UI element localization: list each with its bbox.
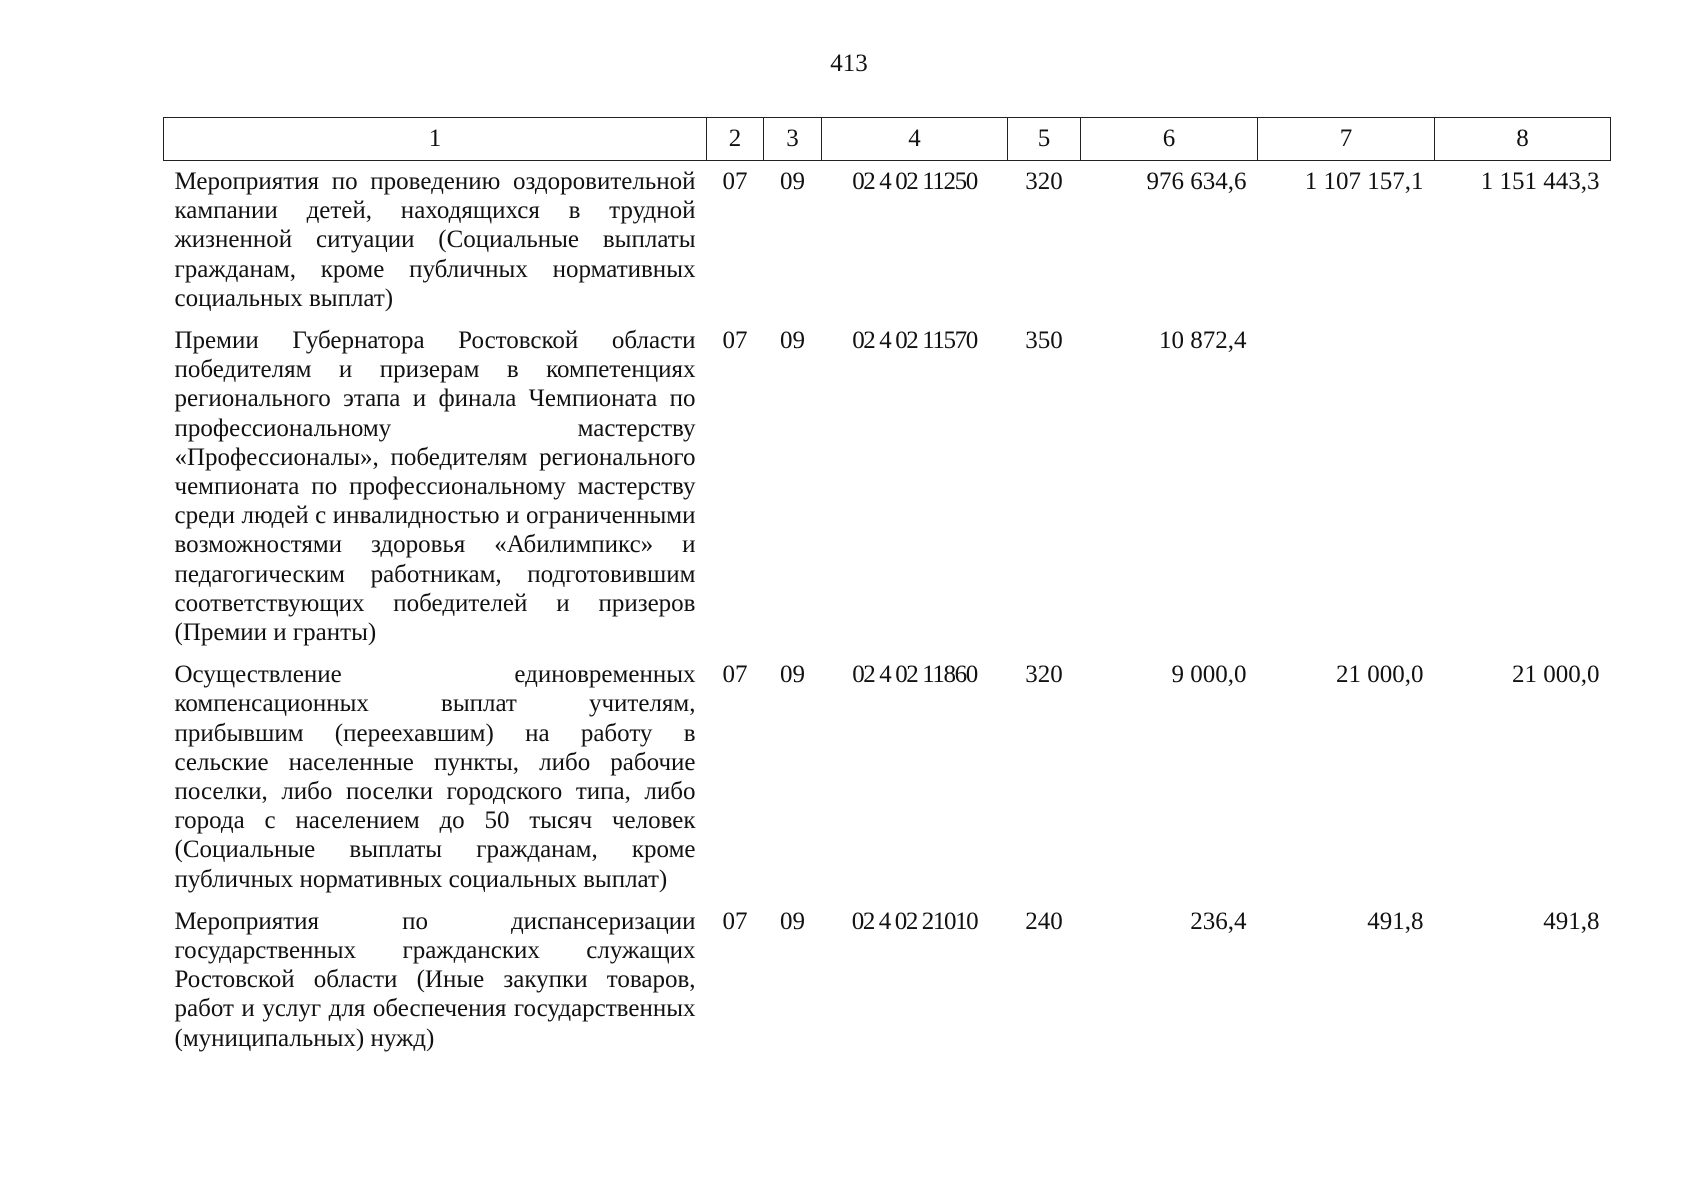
- amount-col-6: 10 872,4: [1159, 327, 1247, 355]
- row-description: Мероприятия по диспансеризации государственных гражданских служащих Ростовской области (Иные закупки товаров, работ и услуг для обеспечения государственных (муниципальных) нужд): [174, 907, 696, 1052]
- amount-col-8: 21 000,0: [1512, 661, 1600, 689]
- column-header: 2: [707, 118, 764, 161]
- table-header-row: [164, 118, 1611, 161]
- row-description: Осуществление единовременных компенсационных выплат учителям, прибывшим (переехавшим) на работу в сельские населенные пункты, либо рабочие поселки, либо поселки городского типа, либо города с населением до 50 тысяч человек (Социальные выплаты гражданам, кроме публичных нормативных социальных выплат): [174, 661, 696, 893]
- subsection-code: 09: [780, 327, 805, 355]
- amount-col-7: 1 107 157,1: [1304, 168, 1424, 195]
- subsection-code: 09: [780, 661, 805, 689]
- column-header: 4: [822, 118, 1008, 161]
- column-header: 1: [164, 118, 707, 161]
- section-code: 07: [722, 907, 748, 935]
- subsection-code: 09: [780, 907, 805, 935]
- table-row: [164, 907, 1611, 1066]
- section-code: 07: [722, 327, 748, 355]
- section-code: 07: [722, 661, 748, 689]
- row-description: Премии Губернатора Ростовской области победителям и призерам в компетенциях регионального этапа и финала Чемпионата по профессиональному мастерству «Профессионалы», победителям регионального чемпионата по профессиональному мастерству среди людей с инвалидностью и ограниченными возможностями здоровья «Абилимпикс» и педагогическим работникам, подготовившим соответствующих победителей и призеров (Премии и гранты): [174, 327, 696, 647]
- page-number: 413: [830, 50, 868, 77]
- target-article-code: 02 4 02 21010: [851, 907, 978, 935]
- amount-col-7: 491,8: [1367, 907, 1424, 935]
- amount-col-6: 976 634,6: [1146, 168, 1247, 195]
- budget-table: [163, 117, 1611, 1066]
- amount-col-7: 21 000,0: [1336, 661, 1424, 689]
- expense-type-code: 350: [1025, 327, 1063, 355]
- amount-col-6: 236,4: [1190, 907, 1247, 935]
- expense-type-code: 320: [1025, 168, 1063, 195]
- target-article-code: 02 4 02 11250: [852, 168, 977, 195]
- subsection-code: 09: [780, 168, 805, 195]
- expense-type-code: 320: [1025, 661, 1063, 689]
- column-header: 6: [1081, 118, 1258, 161]
- target-article-code: 02 4 02 11570: [852, 327, 977, 355]
- expense-type-code: 240: [1025, 907, 1063, 935]
- table-row: [164, 161, 1611, 327]
- amount-col-8: 491,8: [1543, 907, 1600, 935]
- amount-col-8: [1435, 326, 1611, 660]
- amount-col-8: 1 151 443,3: [1480, 168, 1600, 195]
- target-article-code: 02 4 02 11860: [852, 661, 977, 689]
- column-header: 5: [1008, 118, 1081, 161]
- column-header: 8: [1435, 118, 1611, 161]
- table-row: [164, 326, 1611, 660]
- amount-col-7: [1258, 326, 1435, 660]
- row-description: Мероприятия по проведению оздоровительной кампании детей, находящихся в трудной жизненной ситуации (Социальные выплаты гражданам, кроме публичных нормативных социальных выплат): [174, 168, 696, 312]
- section-code: 07: [722, 168, 748, 195]
- column-header: 3: [764, 118, 822, 161]
- column-header: 7: [1258, 118, 1435, 161]
- amount-col-6: 9 000,0: [1171, 661, 1247, 689]
- table-row: [164, 660, 1611, 907]
